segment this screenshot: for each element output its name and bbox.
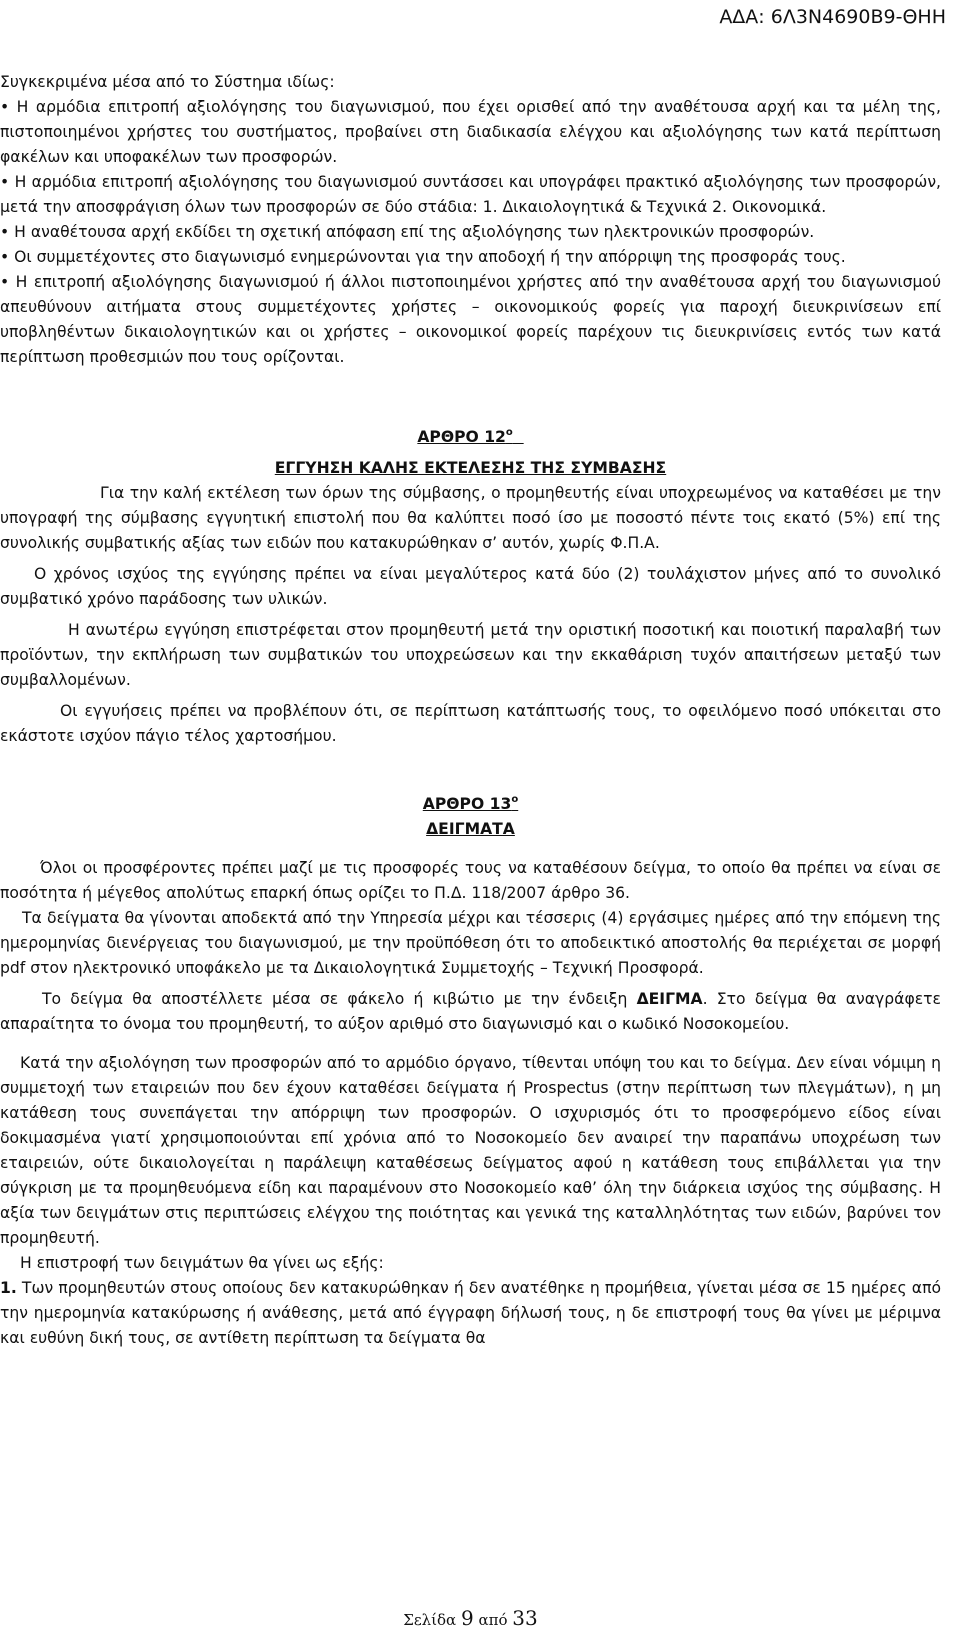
article-12-heading: [0, 420, 941, 481]
article-12-paragraph: Οι εγγυήσεις πρέπει να προβλέπουν ότι, σε περίπτωση κατάπτωσής τους, το οφειλόμενο ποσό υπόκειται στο εκάστοτε ισχύον πάγιο τέλος χαρτοσήμου.: [0, 702, 941, 745]
page-footer: [0, 1606, 941, 1630]
ordinal-superscript: ο: [511, 794, 519, 805]
article-12-paragraph: Η ανωτέρω εγγύηση επιστρέφεται στον προμηθευτή μετά την οριστική ποσοτική και ποιοτική παραλαβή των προϊόντων, την εκπλήρωση των συμβατικών του υποχρεώσεων και την εκκαθάριση τυχόν απαιτήσεων μεταξύ των συμβαλλομένων.: [0, 621, 941, 689]
article-number: ΑΡΘΡΟ $12^o$: [417, 427, 513, 446]
article-13-paragraph: 1. Των προμηθευτών στους οποίους δεν κατακυρώθηκαν ή δεν ανατέθηκε η προμήθεια, γίνεται μέσα σε 15 ημέρες από την ημερομηνία κατακύρωσης ή ανάθεσης, μετά από έγγραφη δήλωσή τους, η δε επιστροφή τους θα γίνει με μέριμνα και ευθύνη δική τους, σε αντίθετη περίπτωση τα δείγματα θα: [0, 1279, 941, 1347]
intro-line: Συγκεκριμένα μέσα από το Σύστημα ιδίως:: [0, 73, 335, 91]
article-12-paragraph: Για την καλή εκτέλεση των όρων της σύμβασης, ο προμηθευτής είναι υποχρεωμένος να καταθέσει με την υπογραφή της σύμβασης εγγυητική επιστολή που θα καλύπτει ποσό ίσο με ποσοστό πέντε τοις εκατό (5%) επί της συνολικής συμβατικής αξίας των ειδών που κατακυρώθηκαν σ’ αυτόν, χωρίς Φ.Π.Α.: [0, 484, 941, 552]
footer-page-number: 9: [460, 1606, 474, 1630]
article-13-paragraph: Κατά την αξιολόγηση των προσφορών από το αρμόδιο όργανο, τίθενται υπόψη του και το δείγμα. Δεν είναι νόμιμη η συμμετοχή των εταιρειών που δεν έχουν καταθέσει δείγματα ή Prospectus (στην περίπτωση των πλεγμάτων), η μη κατάθεση τους συνεπάγεται την απόρριψη των προσφορών. Ο ισχυρισμός ότι το προσφερόμενο είδος είναι δοκιμασμένα γιατί χρησιμοποιούνται επί χρόνια από το Νοσοκομείο δεν αναιρεί την παραπάνω υποχρέωση των εταιρειών, ούτε δικαιολογείται η παράλειψη καταθέσεως δείγματος αφού η κατάθεση τους επιβάλλεται για την σύγκριση με τα προμηθευόμενα είδη και παραμένουν στο Νοσοκομείο καθ’ όλη την διάρκεια ισχύος της σύμβασης. Η αξία των δειγμάτων στις περιπτώσεις ελέγχου της ποιότητας και γενικά της καταλληλότητας των ειδών, βαρύνει τον προμηθευτή.: [0, 1054, 941, 1247]
article-13-paragraph: Το δείγμα θα αποστέλλετε μέσα σε φάκελο ή κιβώτιο με την ένδειξη ΔΕΙΓΜΑ. Στο δείγμα θα αναγράφετε απαραίτητα το όνομα του προμηθευτή, το αύξον αριθμό στο διαγωνισμό και ο κωδικό Νοσοκομείου.: [0, 990, 941, 1033]
list-number: 1.: [0, 1279, 17, 1297]
bullet-item: • Η αρμόδια επιτροπή αξιολόγησης του διαγωνισμού συντάσσει και υπογράφει πρακτικό αξιολόγησης των προσφορών, μετά την αποσφράγιση όλων των προσφορών σε δύο στάδια: 1. Δικαιολογητικά & Τεχνικά 2. Οικονομικά.: [0, 173, 941, 216]
bullet-item: • Η αναθέτουσα αρχή εκδίδει τη σχετική απόφαση επί της αξιολόγησης των ηλεκτρονικών προσφορών.: [0, 223, 815, 241]
article-13-paragraph: Τα δείγματα θα γίνονται αποδεκτά από την Υπηρεσία μέχρι και τέσσερις (4) εργάσιμες ημέρες από την επόμενη της ημερομηνίας διενέργειας του διαγωνισμού, με την προϋπόθεση ότι το αποδεικτικό αποστολής θα περιέχεται σε μορφή pdf στον ηλεκτρονικό υποφάκελο με τα Δικαιολογητικά Συμμετοχής – Τεχνική Προσφορά.: [0, 909, 941, 977]
bullet-item: • Η επιτροπή αξιολόγησης διαγωνισμού ή άλλοι πιστοποιημένοι χρήστες από την αναθέτουσα αρχή του διαγωνισμού απευθύνουν αιτήματα στους συμμετέχοντες χρήστες – οικονομικούς φορείς για παροχή διευκρινίσεων επί υποβληθέντων δικαιολογητικών και οι χρήστες – οικονομικοί φορείς παρέχουν τις διευκρινίσεις εντός των κατά περίπτωση προθεσμιών που τους ορίζονται.: [0, 273, 941, 366]
article-number: ΑΡΘΡΟ $13^o$: [422, 794, 519, 813]
article-13-heading: [0, 787, 941, 842]
article-12-paragraph: Ο χρόνος ισχύος της εγγύησης πρέπει να είναι μεγαλύτερος κατά δύο (2) τουλάχιστον μήνες από το συνολικό συμβατικό χρόνο παράδοσης των υλικών.: [0, 565, 941, 608]
footer-label: Σελίδα: [403, 1611, 457, 1629]
article-title: ΔΕΙΓΜΑΤΑ: [426, 820, 515, 838]
bullet-item: • Η αρμόδια επιτροπή αξιολόγησης του διαγωνισμού, που έχει ορισθεί από την αναθέτουσα αρχή και τα μέλη της, πιστοποιημένοι χρήστες του συστήματος, προβαίνει στη διαδικασία ελέγχου και αξιολόγησης των κατά περίπτωση φακέλων και υποφακέλων των προσφορών.: [0, 98, 941, 166]
ordinal-superscript: ο: [505, 427, 513, 438]
page-body: [0, 70, 941, 1351]
sample-label-bold: ΔΕΙΓΜΑ: [636, 990, 703, 1008]
article-title: ΕΓΓΥΗΣΗ ΚΑΛΗΣ ΕΚΤΕΛΕΣΗΣ ΤΗΣ ΣΥΜΒΑΣΗΣ: [274, 459, 667, 477]
ada-code: ΑΔΑ: 6Λ3Ν4690Β9-ΘΗΗ: [719, 6, 946, 28]
footer-total-pages: 33: [512, 1606, 538, 1630]
bullet-item: • Οι συμμετέχοντες στο διαγωνισμό ενημερώνονται για την αποδοχή ή την απόρριψη της προσφοράς τους.: [0, 248, 846, 266]
footer-of: από: [478, 1611, 508, 1629]
article-13-paragraph: Όλοι οι προσφέροντες πρέπει μαζί με τις προσφορές τους να καταθέσουν δείγμα, το οποίο θα πρέπει να είναι σε ποσότητα ή μέγεθος απολύτως επαρκή όπως ορίζει το Π.Δ. 118/2007 άρθρο 36.: [0, 859, 941, 902]
article-13-paragraph: Η επιστροφή των δειγμάτων θα γίνει ως εξής:: [20, 1254, 384, 1272]
